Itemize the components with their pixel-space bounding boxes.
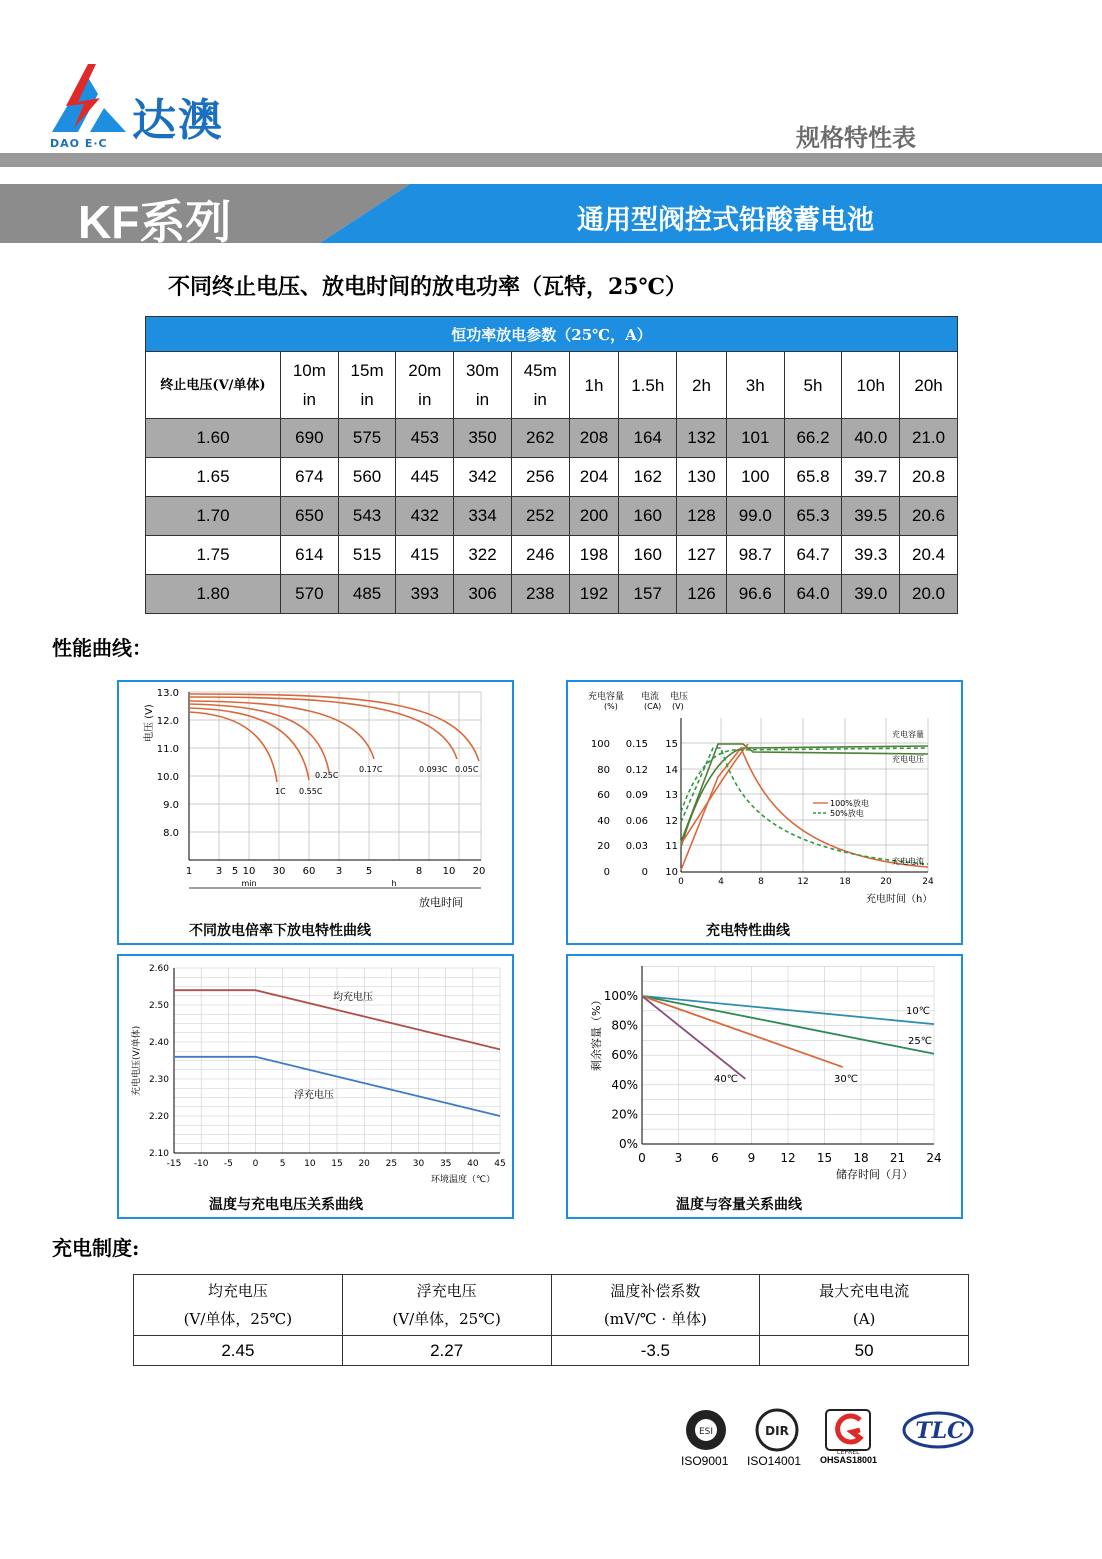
table-row	[146, 497, 958, 536]
logo-mark-icon	[48, 62, 130, 134]
series-line-3	[642, 996, 745, 1079]
charge-value-cell: -3.5	[551, 1336, 760, 1366]
value-cell: 39.3	[842, 536, 900, 575]
charge-value-cell: 2.45	[134, 1336, 343, 1366]
value-cell: 160	[619, 497, 677, 536]
col-header: 15m in	[338, 352, 396, 419]
value-cell: 192	[569, 575, 619, 614]
value-cell: 614	[281, 536, 339, 575]
value-cell: 515	[338, 536, 396, 575]
chart-discharge-svg	[119, 682, 512, 943]
series-label: 0.093C	[419, 765, 448, 774]
cap-tick: 100	[590, 739, 610, 750]
value-cell: 64.0	[784, 575, 842, 614]
legend-100: 100%放电	[830, 799, 869, 808]
value-cell: 65.8	[784, 458, 842, 497]
value-cell: 65.3	[784, 497, 842, 536]
series-label: 40℃	[714, 1074, 738, 1085]
charge-header-cell: 均充电压 (V/单体，25℃)	[134, 1275, 343, 1336]
x-tick: 18	[839, 877, 851, 887]
x-tick: 0	[252, 1159, 259, 1169]
header-divider	[0, 153, 1102, 167]
value-cell: 252	[511, 497, 569, 536]
legend-50: 50%放电	[830, 809, 864, 818]
value-cell: 453	[396, 419, 454, 458]
cap-tick: 0	[603, 867, 610, 878]
y-tick: 12.0	[156, 716, 179, 727]
cert-logos	[684, 1408, 984, 1458]
y-tick: 60%	[611, 1048, 638, 1063]
capacity-50	[681, 748, 928, 812]
x-tick: -5	[223, 1159, 233, 1169]
charge-table	[133, 1274, 969, 1366]
value-cell: 198	[569, 536, 619, 575]
brand-cn: 达澳	[132, 95, 224, 146]
y-tick: 13.0	[156, 688, 179, 699]
voltage-cell: 1.65	[146, 458, 281, 497]
value-cell: 21.0	[900, 419, 958, 458]
x-tick: 12	[797, 877, 809, 887]
value-cell: 39.0	[842, 575, 900, 614]
table-row	[146, 536, 958, 575]
y-tick: 2.60	[148, 964, 169, 974]
value-cell: 101	[726, 419, 784, 458]
x-tick: 10	[242, 866, 256, 877]
value-cell: 64.7	[784, 536, 842, 575]
y-axis-label: 充电电压(V/单体)	[132, 1025, 142, 1096]
power-section-title: 不同终止电压、放电时间的放电功率（瓦特，25℃）	[168, 274, 687, 300]
cur-tick: 0.06	[625, 816, 648, 827]
curve-005c	[189, 694, 479, 761]
y-tick: 2.30	[148, 1075, 169, 1085]
x-axis-label: 放电时间	[419, 896, 463, 909]
volt-tick: 11	[665, 841, 678, 852]
x-tick: 20	[880, 877, 892, 887]
volt-tick: 13	[665, 790, 678, 801]
value-cell: 432	[396, 497, 454, 536]
value-cell: 560	[338, 458, 396, 497]
value-cell: 350	[454, 419, 512, 458]
x-tick: 6	[711, 1151, 719, 1165]
cur-tick: 0.03	[625, 841, 648, 852]
value-cell: 650	[281, 497, 339, 536]
col-header: 10h	[842, 352, 900, 419]
series-label: 0.05C	[455, 765, 479, 774]
voltage-100	[681, 744, 928, 842]
y-tick: 0%	[618, 1137, 638, 1151]
x-tick: 40	[467, 1159, 479, 1169]
x-tick: 18	[853, 1151, 869, 1165]
col-header: 20m in	[396, 352, 454, 419]
x-tick: 0	[638, 1151, 646, 1165]
series-line-2	[642, 996, 843, 1067]
charge-section-title: 充电制度:	[52, 1236, 140, 1260]
label-capacity: 充电容量	[892, 730, 924, 739]
y-tick: 2.50	[148, 1001, 169, 1011]
y-unit: (CA)	[644, 702, 662, 711]
cap-tick: 20	[597, 841, 610, 852]
svg-text:ESI: ESI	[698, 1427, 714, 1437]
value-cell: 485	[338, 575, 396, 614]
y-tick: 2.20	[148, 1112, 169, 1122]
svg-text:TLC: TLC	[915, 1418, 965, 1444]
x-axis-label: 环境温度（℃）	[431, 1175, 496, 1185]
svg-text:CEPREL: CEPREL	[836, 1449, 860, 1456]
x-tick: 60	[302, 866, 316, 877]
charge-header-row	[134, 1275, 969, 1336]
value-cell: 306	[454, 575, 512, 614]
cap-tick: 40	[597, 816, 610, 827]
chart-discharge-caption: 不同放电倍率下放电特性曲线	[189, 923, 371, 939]
x-tick: 3	[674, 1151, 683, 1165]
power-table	[145, 316, 958, 614]
chart-temp-voltage	[117, 954, 514, 1219]
y-axis-label: 剩余容量（%）	[590, 994, 603, 1071]
value-cell: 20.6	[900, 497, 958, 536]
series-label: 1C	[275, 787, 286, 796]
table-row	[146, 575, 958, 614]
series-banner	[0, 184, 1102, 248]
x-tick: 20	[472, 866, 486, 877]
x-axis-label: 充电时间（h）	[866, 894, 933, 905]
volt-tick: 14	[665, 765, 678, 776]
x-tick: 21	[889, 1151, 906, 1165]
x-tick: 45	[494, 1159, 506, 1169]
x-tick: 0	[678, 877, 684, 887]
value-cell: 238	[511, 575, 569, 614]
series-label: 0.55C	[299, 787, 323, 796]
value-cell: 39.7	[842, 458, 900, 497]
value-cell: 200	[569, 497, 619, 536]
value-cell: 322	[454, 536, 512, 575]
chart-temp-voltage-svg	[119, 956, 512, 1217]
y-tick: 8.0	[163, 828, 179, 839]
col-header: 45m in	[511, 352, 569, 419]
col-header: 20h	[900, 352, 958, 419]
y-tick: 11.0	[156, 744, 179, 755]
chart-temp-capacity	[566, 954, 963, 1219]
value-cell: 256	[511, 458, 569, 497]
col-header: 5h	[784, 352, 842, 419]
col-header: 1h	[569, 352, 619, 419]
chart-charging	[566, 680, 963, 945]
value-cell: 20.8	[900, 458, 958, 497]
table-row	[146, 458, 958, 497]
value-cell: 208	[569, 419, 619, 458]
chart-charging-svg	[568, 682, 961, 943]
series-label: 25℃	[908, 1036, 932, 1047]
value-cell: 393	[396, 575, 454, 614]
series-label: 30℃	[834, 1074, 858, 1085]
chart-temp-capacity-caption: 温度与容量关系曲线	[676, 1197, 802, 1213]
charge-value-cell: 50	[760, 1336, 969, 1366]
x-tick: 30	[412, 1159, 425, 1169]
value-cell: 164	[619, 419, 677, 458]
value-cell: 132	[677, 419, 727, 458]
tlc-icon	[904, 1413, 972, 1447]
y-tick: 40%	[611, 1077, 638, 1092]
dir-icon	[757, 1410, 797, 1450]
charge-header-cell: 最大充电电流 (A)	[760, 1275, 969, 1336]
value-cell: 162	[619, 458, 677, 497]
value-cell: 126	[677, 575, 727, 614]
col-header: 10m in	[281, 352, 339, 419]
row-header: 终止电压(V/单体)	[146, 352, 281, 419]
cert-iso14001: ISO14001	[747, 1454, 802, 1468]
cur-tick: 0.15	[625, 739, 648, 750]
value-cell: 66.2	[784, 419, 842, 458]
y-unit: (V)	[672, 702, 684, 711]
x-tick: 8	[415, 866, 423, 877]
value-cell: 543	[338, 497, 396, 536]
y-tick: 2.10	[148, 1149, 169, 1159]
value-cell: 99.0	[726, 497, 784, 536]
series-label: 0.17C	[359, 765, 383, 774]
table-caption: 恒功率放电参数（25℃，A）	[146, 317, 958, 352]
product-title: 通用型阀控式铅酸蓄电池	[577, 205, 874, 236]
x-tick: -15	[166, 1159, 182, 1169]
value-cell: 157	[619, 575, 677, 614]
cap-tick: 60	[597, 790, 610, 801]
col-header: 1.5h	[619, 352, 677, 419]
table-row	[146, 419, 958, 458]
volt-tick: 15	[665, 739, 678, 750]
y-tick: 9.0	[163, 800, 179, 811]
series-title: KF系列	[78, 196, 232, 248]
value-cell: 96.6	[726, 575, 784, 614]
label-voltage: 充电电压	[892, 755, 924, 764]
y-header: 电压	[670, 692, 689, 702]
x-tick: 9	[747, 1151, 756, 1165]
x-tick: 20	[358, 1159, 370, 1169]
volt-tick: 12	[665, 816, 678, 827]
x-tick: 15	[816, 1151, 833, 1165]
y-header: 电流	[641, 692, 660, 702]
value-cell: 342	[454, 458, 512, 497]
col-header: 30m in	[454, 352, 512, 419]
value-cell: 262	[511, 419, 569, 458]
value-cell: 570	[281, 575, 339, 614]
cur-tick: 0.09	[625, 790, 648, 801]
value-cell: 39.5	[842, 497, 900, 536]
col-header: 2h	[677, 352, 727, 419]
series-label: 10℃	[906, 1006, 930, 1017]
cur-tick: 0.12	[625, 765, 648, 776]
x-tick: 15	[331, 1159, 343, 1169]
value-cell: 690	[281, 419, 339, 458]
x-tick: -10	[193, 1159, 209, 1169]
series-label: 浮充电压	[294, 1090, 334, 1101]
y-tick: 10.0	[156, 772, 179, 783]
x-unit-min: min	[241, 879, 257, 888]
y-tick: 80%	[611, 1018, 638, 1033]
series-label: 均充电压	[333, 992, 373, 1003]
y-tick: 2.40	[148, 1038, 169, 1048]
y-tick: 20%	[611, 1107, 638, 1122]
curves-title: 性能曲线：	[52, 636, 152, 660]
cert-ohsas18001: OHSAS18001	[820, 1455, 878, 1465]
curve-1c	[189, 712, 277, 782]
logo	[48, 62, 248, 157]
value-cell: 40.0	[842, 419, 900, 458]
y-axis-label: 电压 (V)	[144, 704, 155, 742]
charge-header-cell: 温度补偿系数 (mV/℃ · 单体)	[551, 1275, 760, 1336]
x-tick: 5	[365, 866, 373, 877]
value-cell: 20.0	[900, 575, 958, 614]
y-unit: (%)	[604, 702, 618, 711]
voltage-cell: 1.60	[146, 419, 281, 458]
charge-value-cell: 2.27	[342, 1336, 551, 1366]
cur-tick: 0	[641, 867, 648, 878]
x-tick: 12	[780, 1151, 796, 1165]
x-tick: 10	[304, 1159, 316, 1169]
ceprel-icon	[826, 1410, 870, 1456]
x-tick: 1	[185, 866, 193, 877]
table-header-row	[146, 352, 958, 419]
x-tick: 25	[385, 1159, 398, 1169]
value-cell: 415	[396, 536, 454, 575]
value-cell: 575	[338, 419, 396, 458]
value-cell: 204	[569, 458, 619, 497]
doc-type: 规格特性表	[796, 124, 916, 152]
charge-value-row	[134, 1336, 969, 1366]
value-cell: 445	[396, 458, 454, 497]
value-cell: 130	[677, 458, 727, 497]
x-tick: 10	[442, 866, 456, 877]
y-header: 充电容量	[588, 692, 625, 702]
volt-tick: 10	[665, 867, 678, 878]
value-cell: 334	[454, 497, 512, 536]
x-tick: 30	[272, 866, 286, 877]
value-cell: 246	[511, 536, 569, 575]
chart-temp-voltage-caption: 温度与充电电压关系曲线	[209, 1197, 363, 1213]
svg-text:DIR: DIR	[765, 1424, 789, 1438]
value-cell: 674	[281, 458, 339, 497]
voltage-cell: 1.80	[146, 575, 281, 614]
voltage-cell: 1.70	[146, 497, 281, 536]
x-tick: 4	[718, 877, 724, 887]
x-tick: 24	[926, 1151, 942, 1165]
cert-iso9001: ISO9001	[681, 1454, 729, 1468]
value-cell: 100	[726, 458, 784, 497]
charge-header-cell: 浮充电压 (V/单体，25℃)	[342, 1275, 551, 1336]
label-current: 充电电流	[892, 857, 924, 866]
value-cell: 98.7	[726, 536, 784, 575]
chart-charging-caption: 充电特性曲线	[706, 923, 790, 939]
value-cell: 128	[677, 497, 727, 536]
series-label: 0.25C	[315, 771, 339, 780]
brand-en: DAO E·C	[50, 137, 108, 150]
value-cell: 127	[677, 536, 727, 575]
x-tick: 35	[439, 1159, 452, 1169]
esi-icon	[686, 1410, 726, 1450]
y-tick: 100%	[603, 989, 638, 1003]
col-header: 3h	[726, 352, 784, 419]
value-cell: 20.4	[900, 536, 958, 575]
x-tick: 24	[922, 877, 934, 887]
x-tick: 5	[279, 1159, 286, 1169]
voltage-cell: 1.75	[146, 536, 281, 575]
x-unit-h: h	[391, 879, 397, 888]
x-tick: 3	[215, 866, 223, 877]
x-tick: 3	[335, 866, 343, 877]
value-cell: 160	[619, 536, 677, 575]
x-tick: 8	[758, 877, 764, 887]
x-axis-label: 储存时间（月）	[836, 1168, 913, 1181]
x-tick: 5	[231, 866, 239, 877]
chart-discharge	[117, 680, 514, 945]
cap-tick: 80	[597, 765, 610, 776]
chart-temp-capacity-svg	[568, 956, 961, 1217]
